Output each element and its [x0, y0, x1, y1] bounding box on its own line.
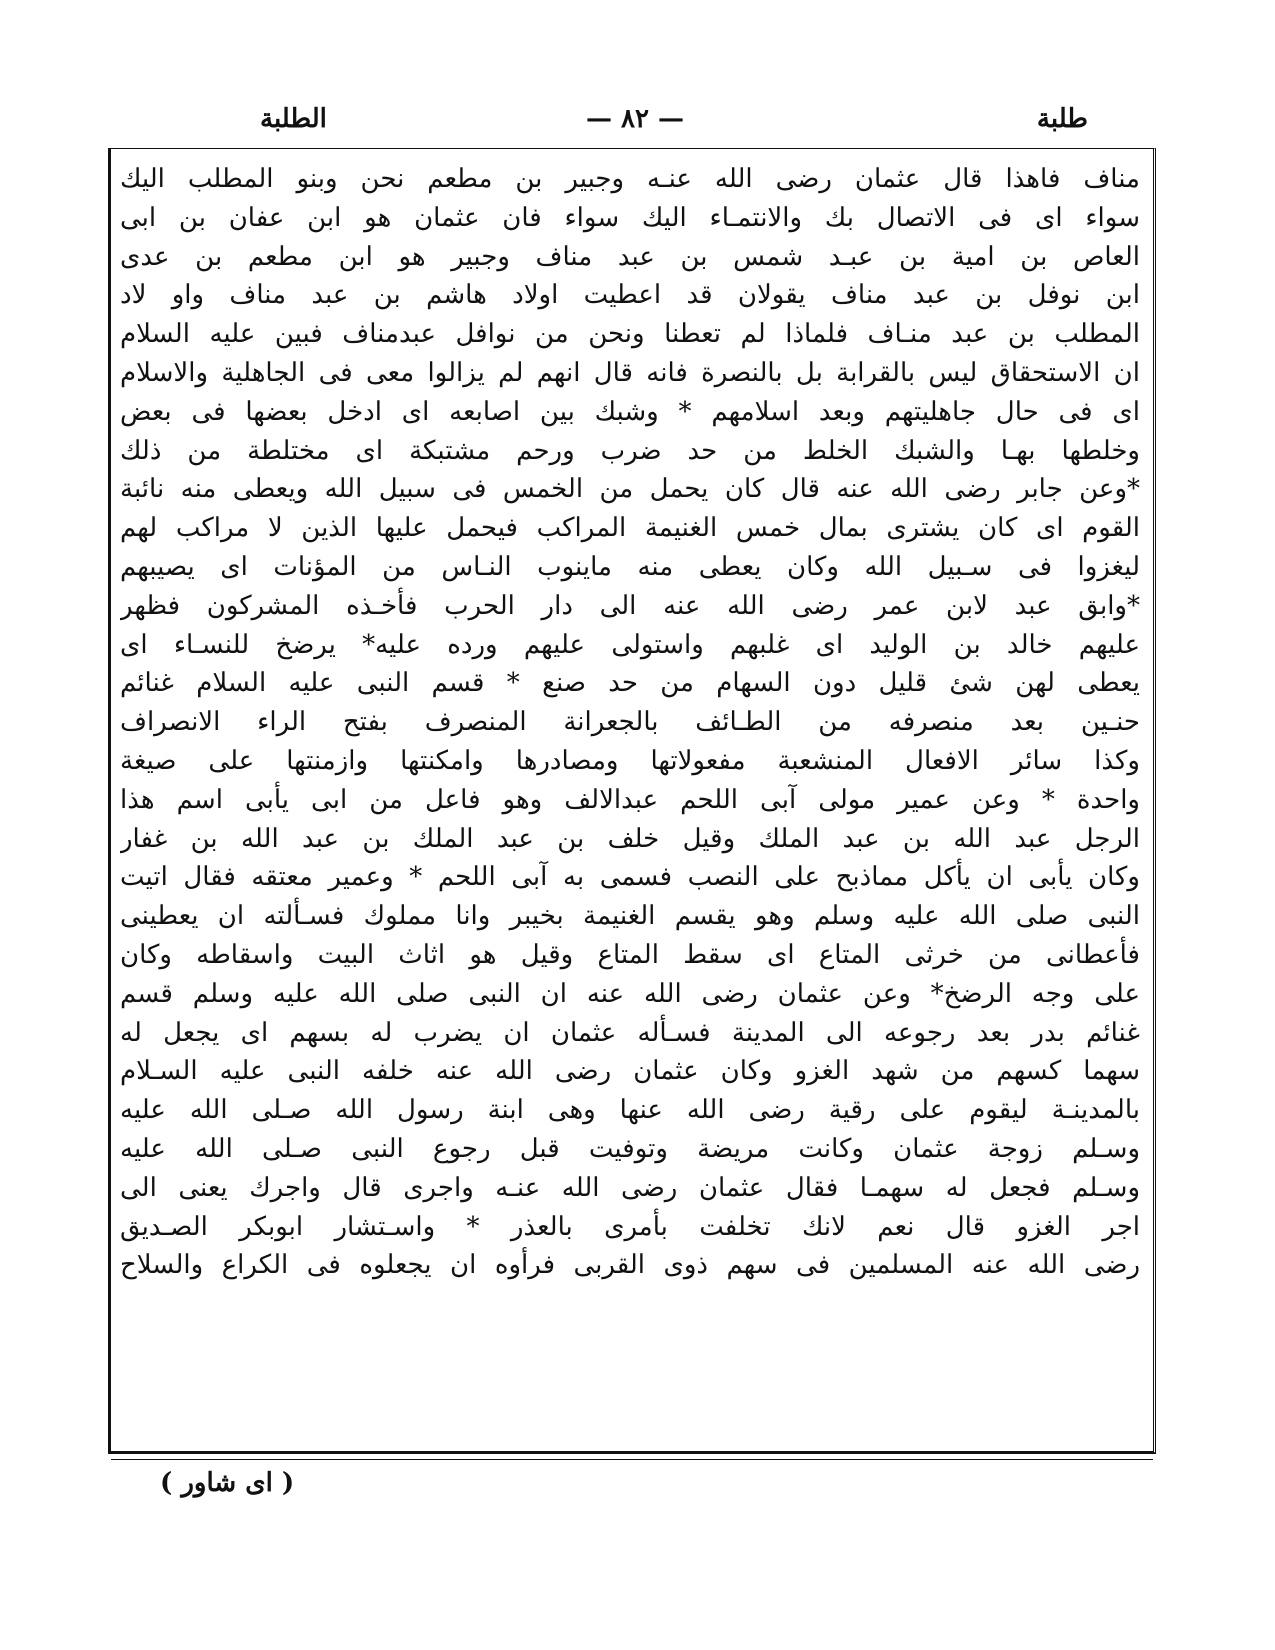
- body-line: القوم اى كان يشترى بمال خمس الغنيمة المراكب فيحمل عليها الذين لا مراكب لهم: [120, 513, 1140, 544]
- body-line: ابن نوفل بن عبد مناف يقولان قد اعطيت اولاد هاشم بن عبد مناف واو لاد: [120, 280, 1140, 311]
- page-header: [110, 96, 1160, 146]
- body-line: مناف فاهذا قال عثمان رضى الله عنـه وجبير بن مطعم نحن وبنو المطلب اليك: [120, 164, 1140, 194]
- body-line: وسـلم فجعل له سهمـا فقال عثمان رضى الله عنـه واجرى قال واجرك يعنى الى: [120, 1172, 1140, 1203]
- header-title-left: الطلبة: [260, 104, 327, 134]
- body-line: وسـلم زوجة عثمان وكانت مريضة وتوفيت قبل رجوع النبى صـلى الله عليه: [120, 1133, 1140, 1164]
- body-line: المطلب بن عبد منـاف فلماذا لم تعطنا ونحن من نوافل عبدمناف فبين عليه السلام: [120, 319, 1140, 350]
- body-line: العاص بن امية بن عبـد شمس بن عبد مناف وجبير هو ابن مطعم بن عدى: [120, 241, 1140, 272]
- body-line: يعطى لهن شئ قليل دون السهام من حد صنع * قسم النبى عليه السلام غنائم: [120, 668, 1140, 699]
- body-line: حنـين بعد منصرفه من الطـائف بالجعرانة المنصرف بفتح الراء الانصراف: [120, 707, 1140, 738]
- body-line: سواء اى فى الاتصال بك والانتمـاء اليك سواء فان عثمان هو ابن عفان بن ابى: [120, 202, 1140, 233]
- body-line: وكان يأبى ان يأكل مماذبح على النصب فسمى به آبى اللحم * وعمير معتقه فقال اتيت: [120, 862, 1140, 893]
- body-line: فأعطانى من خرثى المتاع اى سقط المتاع وقيل هو اثاث البيت واسقاطه وكان: [120, 939, 1140, 970]
- body-line: بالمدينـة ليقوم على رقية رضى الله عنها وهى ابنة رسول الله صـلى الله عليه: [120, 1095, 1140, 1126]
- body-line: واحدة * وعن عمير مولى آبى اللحم عبدالالف وهو فاعل من ابى يأبى اسم هذا: [120, 784, 1140, 815]
- body-line: سهما كسهم من شهد الغزو وكان عثمان رضى الله عنه خلفه النبى عليه السـلام: [120, 1056, 1140, 1087]
- page-body: [120, 160, 1140, 1445]
- page-number: — ٨٢ —: [585, 104, 685, 134]
- body-line: ان الاستحقاق ليس بالقرابة بل بالنصرة فانه قال انهم لم يزالوا معى فى الجاهلية والاسلام: [120, 357, 1140, 388]
- body-line: *وعن جابر رضى الله عنه قال كان يحمل من الخمس فى سبيل الله ويعطى منه نائبة: [120, 474, 1140, 505]
- body-line: الرجل عبد الله بن عبد الملك وقيل خلف بن عبد الملك بن عبد الله بن غفار: [120, 823, 1140, 854]
- body-line: وكذا سائر الافعال المنشعبة مفعولاتها ومصادرها وامكنتها وازمنتها على صيغة: [120, 745, 1140, 776]
- body-line: اى فى حال جاهليتهم وبعد اسلامهم * وشبك بين اصابعه اى ادخل بعضها فى بعض: [120, 396, 1140, 427]
- catchword: ( اى شاور ): [160, 1468, 295, 1498]
- body-line: النبى صلى الله عليه وسلم وهو يقسم الغنيمة بخيبر وانا مملوك فسـألته ان يعطينى: [120, 901, 1140, 932]
- body-line: وخلطها بهـا والشبك الخلط من حد ضرب ورحم مشتبكة اى مختلطة من ذلك: [120, 435, 1140, 466]
- body-line: ليغزوا فى سـبيل الله وكان يعطى منه ماينوب النـاس من المؤنات اى يصيبهم: [120, 551, 1140, 582]
- body-line: اجر الغزو قال نعم لانك تخلفت بأمرى بالعذر * واسـتشار ابوبكر الصـديق: [120, 1211, 1140, 1242]
- body-line: على وجه الرضخ* وعن عثمان رضى الله عنه ان النبى صلى الله عليه وسلم قسم: [120, 978, 1140, 1009]
- body-line: غنائم بدر بعد رجوعه الى المدينة فسـأله عثمان ان يضرب له بسهم اى يجعل له: [120, 1017, 1140, 1048]
- header-title-right: طلبة: [1036, 104, 1088, 134]
- body-line: رضى الله عنه المسلمين فى سهم ذوى القربى فرأوه ان يجعلوه فى الكراع والسلاح: [120, 1250, 1140, 1281]
- body-line: *وابق عبد لابن عمر رضى الله عنه الى دار الحرب فأخـذه المشركون فظهر: [120, 590, 1140, 621]
- body-line: عليهم خالد بن الوليد اى غلبهم واستولى عليهم ورده عليه* يرضخ للنسـاء اى: [120, 629, 1140, 660]
